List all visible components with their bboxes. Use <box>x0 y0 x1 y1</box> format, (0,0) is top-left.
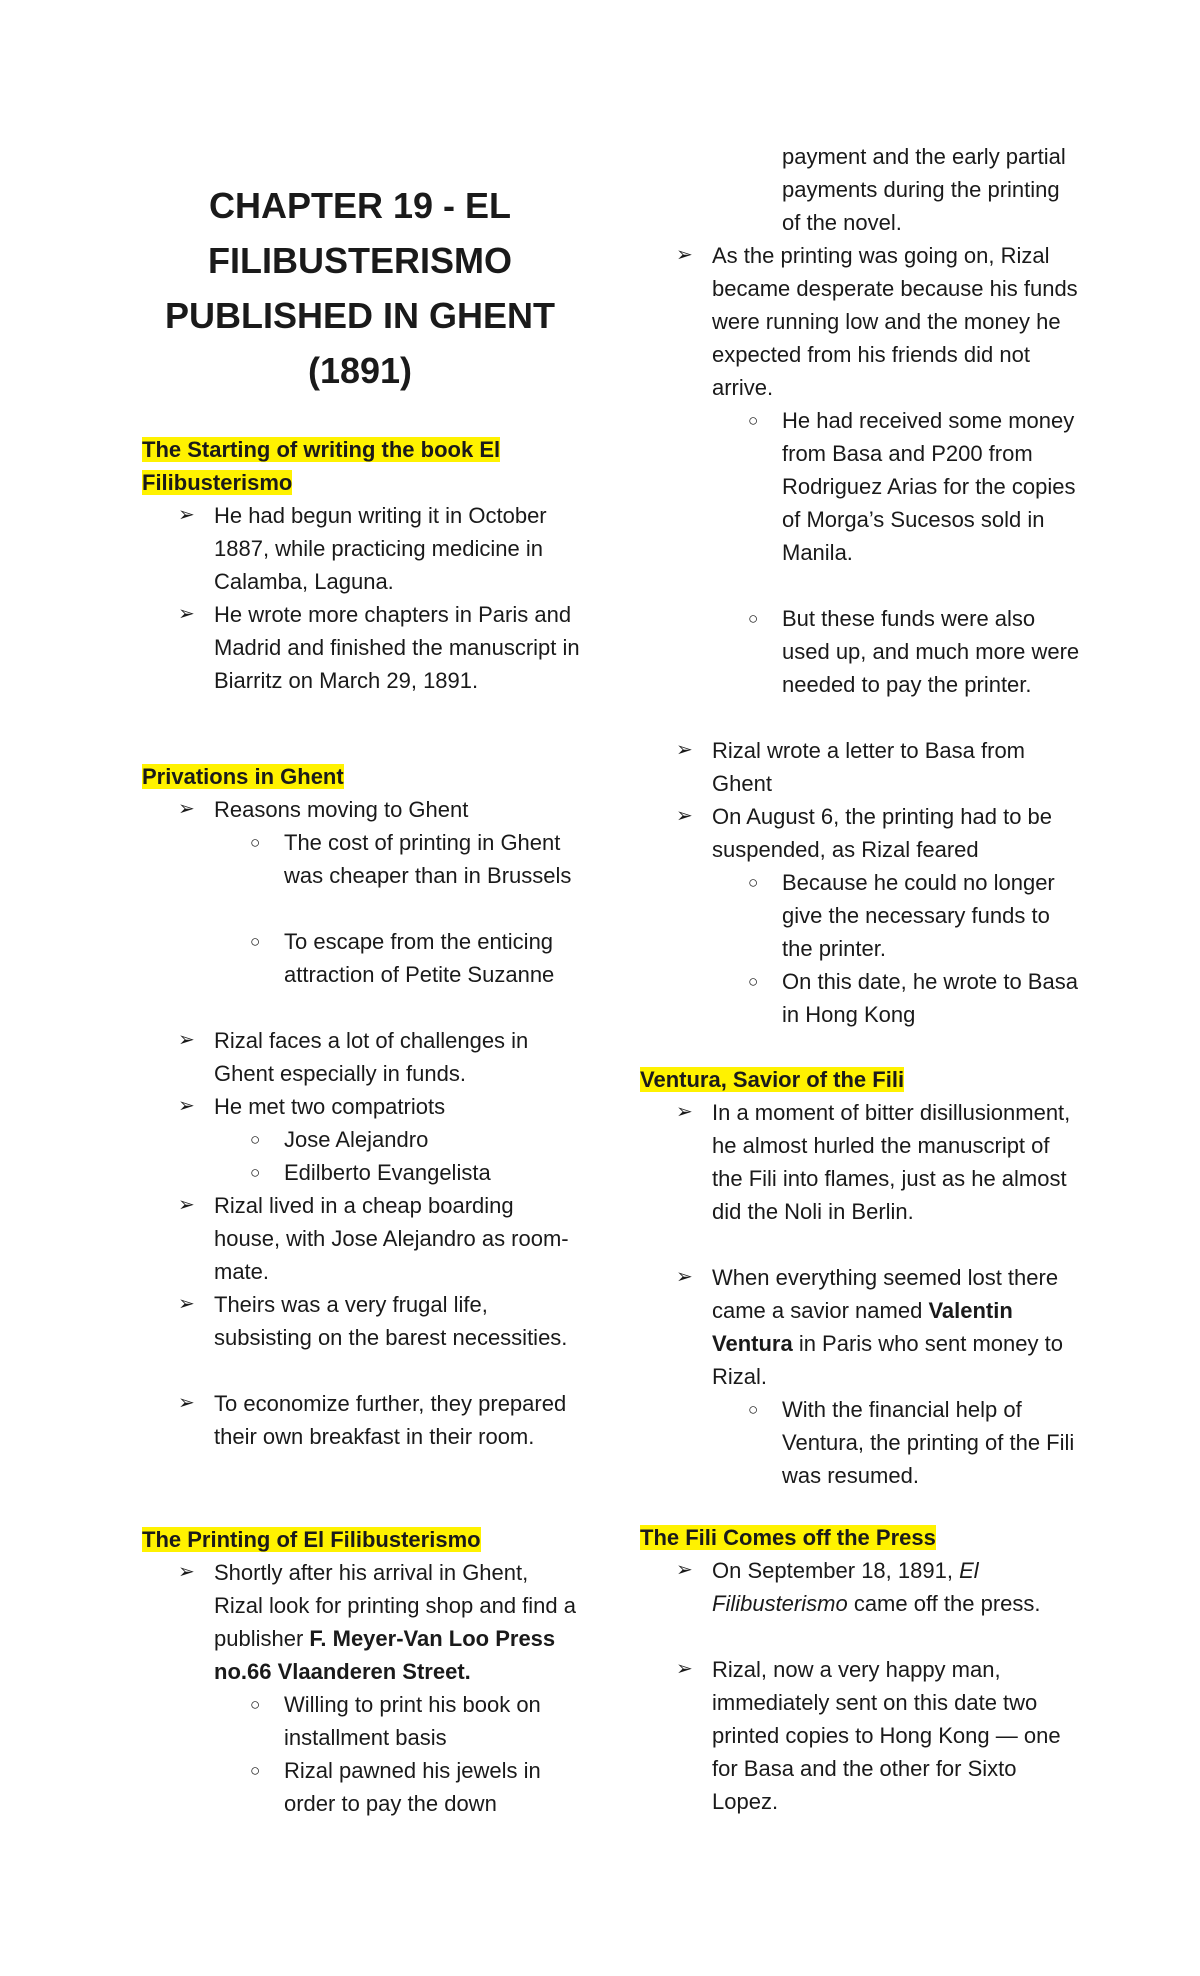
bullet-item: ➢ Shortly after his arrival in Ghent, Rizal look for printing shop and find a publisher F. Meyer-Van Loo Press no.66 Vlaanderen Street. <box>142 1556 582 1688</box>
section-heading-press: The Fili Comes off the Press <box>640 1525 936 1550</box>
sub-bullet-item <box>142 1754 584 1820</box>
bullet-item: ➢ Rizal, now a very happy man, immediately sent on this date two printed copies to Hong Kong — one for Basa and the other for Sixto Lopez. <box>640 1653 1080 1818</box>
section-heading-ventura: Ventura, Savior of the Fili <box>640 1067 905 1092</box>
sub-bullet-item: ○ But these funds were also used up, and much more were needed to pay the printer. <box>640 602 1082 701</box>
sub-bullet-item: ○ Edilberto Evangelista <box>142 1156 584 1189</box>
title-line: CHAPTER 19 - EL <box>208 185 512 226</box>
arrow-bullet-icon: ➢ <box>676 1266 693 1288</box>
sub-bullet-item: ○ Jose Alejandro <box>142 1123 584 1156</box>
circle-bullet-icon: ○ <box>250 1163 261 1182</box>
arrow-bullet-icon: ➢ <box>676 805 693 827</box>
circle-bullet-icon: ○ <box>748 972 759 991</box>
title-line: FILIBUSTERISMO <box>208 240 512 281</box>
continued-text-end: payment and the early partial payments during the printing of the novel. <box>782 144 1066 235</box>
sub-bullet-item: ○ Willing to print his book on installment basis <box>142 1688 584 1754</box>
bullet-item: ➢ On September 18, 1891, El Filibusterismo came off the press. <box>640 1554 1080 1620</box>
bullet-item: ➢ As the printing was going on, Rizal became desperate because his funds were running low and the money he expected from his friends did not arrive. <box>640 239 1080 404</box>
section-heading-privations: Privations in Ghent <box>142 764 344 789</box>
circle-bullet-icon: ○ <box>748 873 759 892</box>
arrow-bullet-icon: ➢ <box>178 1029 195 1051</box>
arrow-bullet-icon: ➢ <box>178 1095 195 1117</box>
bullet-item: ➢ To economize further, they prepared their own breakfast in their room. <box>142 1387 582 1453</box>
bullet-item: ➢ He wrote more chapters in Paris and Madrid and finished the manuscript in Biarritz on March 29, 1891. <box>142 598 582 697</box>
bullet-item: ➢ Rizal lived in a cheap boarding house, with Jose Alejandro as room-mate. <box>142 1189 582 1288</box>
bullet-item: ➢ Reasons moving to Ghent <box>142 793 582 826</box>
sub-bullet-item: ○ With the financial help of Ventura, the printing of the Fili was resumed. <box>640 1393 1082 1492</box>
bullet-item: ➢ In a moment of bitter disillusionment, he almost hurled the manuscript of the Fili into flames, just as he almost did the Noli in Berlin. <box>640 1096 1080 1228</box>
arrow-bullet-icon: ➢ <box>178 603 195 625</box>
arrow-bullet-icon: ➢ <box>676 244 693 266</box>
circle-bullet-icon: ○ <box>748 1400 759 1419</box>
bullet-item: ➢ Theirs was a very frugal life, subsisting on the barest necessities. <box>142 1288 582 1354</box>
circle-bullet-icon: ○ <box>250 1130 261 1149</box>
arrow-bullet-icon: ➢ <box>178 504 195 526</box>
arrow-bullet-icon: ➢ <box>178 1561 195 1583</box>
arrow-bullet-icon: ➢ <box>676 739 693 761</box>
circle-bullet-icon: ○ <box>250 833 261 852</box>
arrow-bullet-icon: ➢ <box>178 798 195 820</box>
book-title: El Filibusterismo <box>712 1558 979 1616</box>
arrow-bullet-icon: ➢ <box>676 1101 693 1123</box>
section-heading-printing: The Printing of El Filibusterismo <box>142 1527 481 1552</box>
sub-bullet-item: ○ To escape from the enticing attraction of Petite Suzanne <box>142 925 584 991</box>
sub-bullet-item: ○ The cost of printing in Ghent was cheaper than in Brussels <box>142 826 584 892</box>
arrow-bullet-icon: ➢ <box>178 1194 195 1216</box>
circle-bullet-icon: ○ <box>250 1695 261 1714</box>
publisher-name: F. Meyer-Van Loo Press no.66 Vlaanderen Street. <box>214 1626 556 1684</box>
section-heading-starting: The Starting of writing the book El Filibusterismo <box>142 437 501 495</box>
continued-text-start: Rizal pawned his jewels in order to pay the down <box>284 1758 541 1816</box>
bullet-item: ➢ He had begun writing it in October 1887, while practicing medicine in Calamba, Laguna. <box>142 499 582 598</box>
sub-bullet-item: ○ He had received some money from Basa and P200 from Rodriguez Arias for the copies of Morga’s Sucesos sold in Manila. <box>640 404 1082 569</box>
bullet-item: ➢ Rizal wrote a letter to Basa from Ghent <box>640 734 1080 800</box>
title-line: (1891) <box>307 350 413 391</box>
sub-bullet-item: ○ On this date, he wrote to Basa in Hong Kong <box>640 965 1082 1031</box>
bullet-item: ➢ When everything seemed lost there came a savior named Valentin Ventura in Paris who sent money to Rizal. <box>640 1261 1080 1393</box>
circle-bullet-icon: ○ <box>748 609 759 628</box>
arrow-bullet-icon: ➢ <box>676 1559 693 1581</box>
savior-name: Valentin Ventura <box>712 1298 1013 1356</box>
arrow-bullet-icon: ➢ <box>178 1293 195 1315</box>
arrow-bullet-icon: ➢ <box>676 1658 693 1680</box>
bullet-item: ➢ Rizal faces a lot of challenges in Ghent especially in funds. <box>142 1024 582 1090</box>
circle-bullet-icon: ○ <box>250 932 261 951</box>
sub-bullet-item: ○ Because he could no longer give the necessary funds to the printer. <box>640 866 1082 965</box>
circle-bullet-icon: ○ <box>748 411 759 430</box>
page-title <box>130 178 590 398</box>
bullet-item: ➢ He met two compatriots <box>142 1090 582 1123</box>
circle-bullet-icon: ○ <box>250 1761 261 1780</box>
title-line: PUBLISHED IN GHENT <box>164 295 556 336</box>
arrow-bullet-icon: ➢ <box>178 1392 195 1414</box>
bullet-item: ➢ On August 6, the printing had to be suspended, as Rizal feared <box>640 800 1080 866</box>
